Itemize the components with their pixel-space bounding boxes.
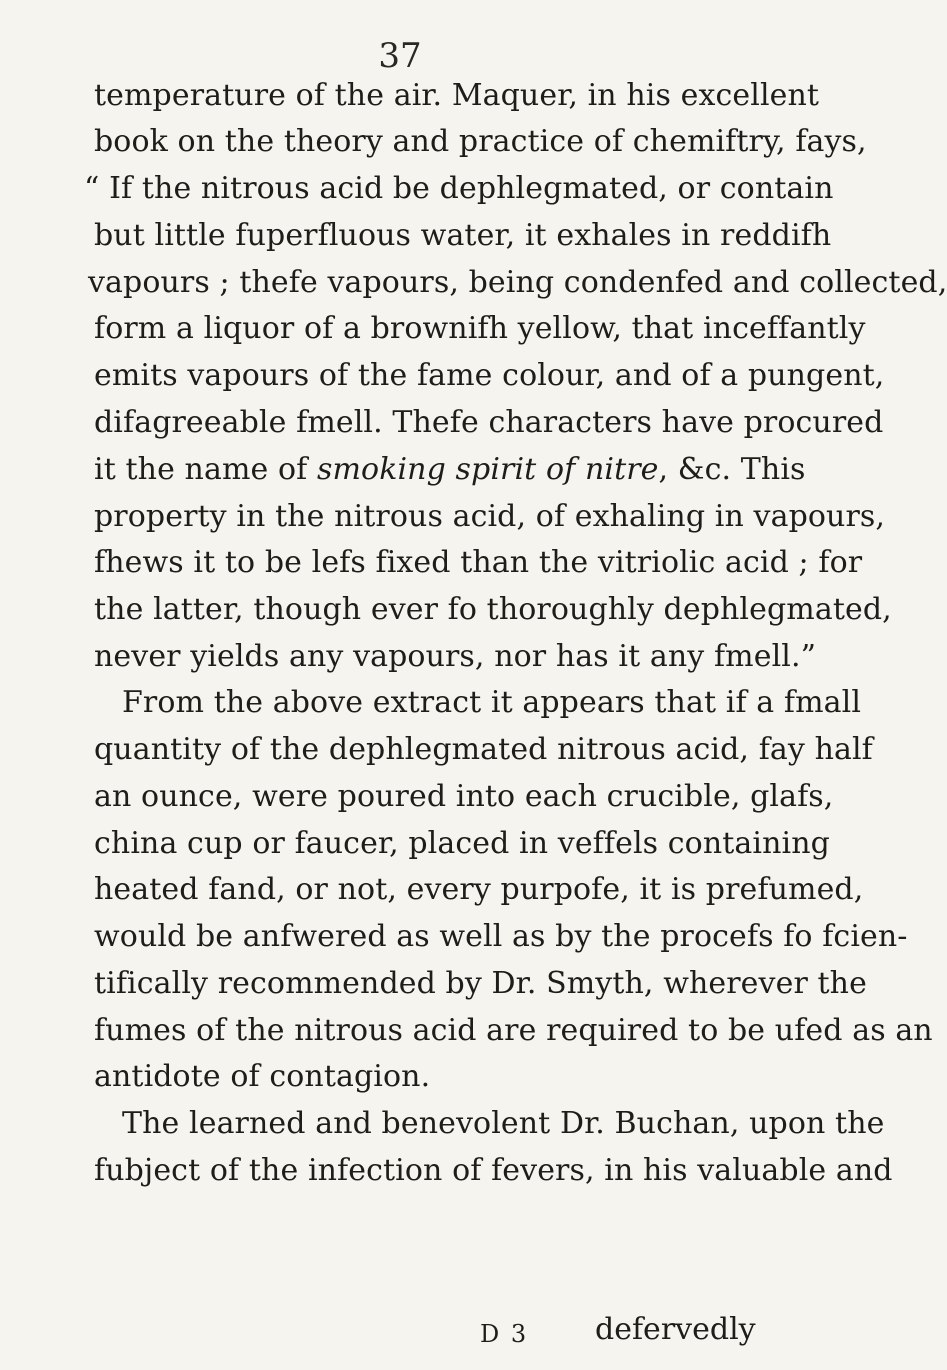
text-line: antidote of contagion. bbox=[94, 1059, 431, 1094]
text-line: emits vapours of the fame colour, and of a pungent, bbox=[94, 358, 885, 393]
italic-phrase: smoking spirit of nitre bbox=[317, 452, 659, 487]
page-footer bbox=[0, 1312, 800, 1360]
text-line: vapours ; thefe vapours, being condenfed and collected, bbox=[88, 265, 947, 300]
text-line: never yields any vapours, nor has it any fmell.” bbox=[94, 639, 817, 674]
text-line: fumes of the nitrous acid are required to be ufed as an bbox=[94, 1013, 933, 1048]
text-line: china cup or faucer, placed in veffels containing bbox=[94, 826, 830, 861]
text-line: The learned and benevolent Dr. Buchan, upon the bbox=[122, 1106, 885, 1141]
text-line: book on the theory and practice of chemiftry, fays, bbox=[94, 124, 867, 159]
text-line: difagreeable fmell. Thefe characters have procured bbox=[94, 405, 884, 440]
text-line: an ounce, were poured into each crucible, glafs, bbox=[94, 779, 834, 814]
text-line: form a liquor of a brownifh yellow, that inceffantly bbox=[94, 311, 866, 346]
text-line: tifically recommended by Dr. Smyth, wherever the bbox=[94, 966, 867, 1001]
text-line: the latter, though ever fo thoroughly dephlegmated, bbox=[94, 592, 892, 627]
text-line: heated fand, or not, every purpofe, it is prefumed, bbox=[94, 872, 864, 907]
text-line: property in the nitrous acid, of exhaling in vapours, bbox=[94, 499, 886, 534]
text-line: quantity of the dephlegmated nitrous acid, fay half bbox=[94, 732, 873, 767]
line-segment: , &c. This bbox=[658, 452, 806, 487]
text-line-with-italic bbox=[94, 448, 806, 492]
signature-mark: D 3 bbox=[480, 1320, 529, 1348]
text-line: “ If the nitrous acid be dephlegmated, or contain bbox=[84, 171, 834, 206]
text-line: would be anfwered as well as by the procefs fo fcien- bbox=[94, 919, 908, 954]
catchword: defervedly bbox=[595, 1312, 756, 1347]
text-line: temperature of the air. Maquer, in his excellent bbox=[94, 78, 820, 113]
text-line: fhews it to be lefs fixed than the vitriolic acid ; for bbox=[94, 545, 863, 580]
text-line: but little fuperfluous water, it exhales in reddifh bbox=[94, 218, 832, 253]
text-line: fubject of the infection of fevers, in his valuable and bbox=[94, 1153, 893, 1188]
line-segment: it the name of bbox=[94, 452, 317, 487]
text-line: From the above extract it appears that if a fmall bbox=[122, 685, 862, 720]
page-number: 37 bbox=[378, 36, 422, 76]
